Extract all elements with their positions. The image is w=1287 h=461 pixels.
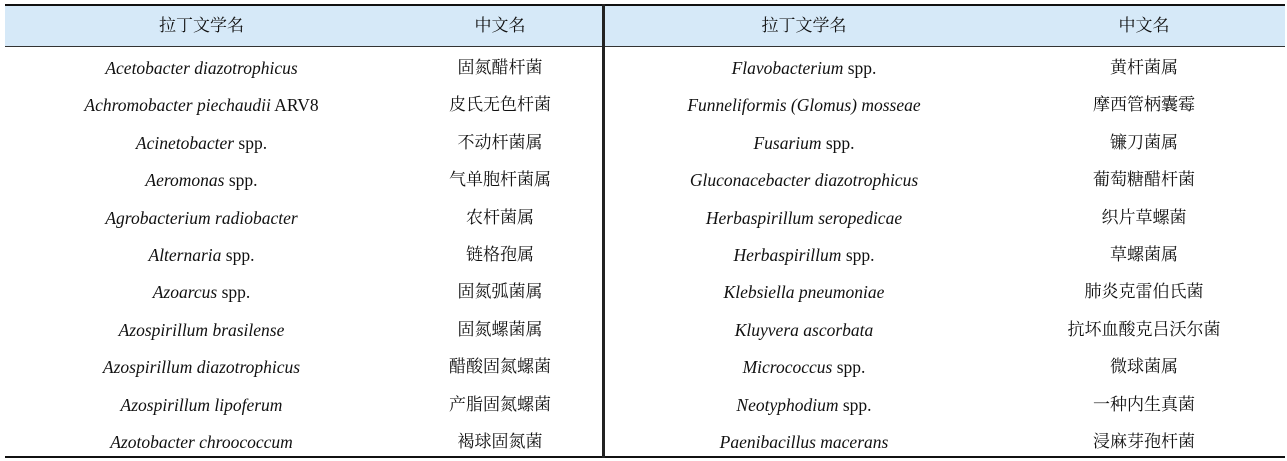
chinese-name-left: 不动杆菌属 (457, 132, 543, 153)
latin-name-right (605, 274, 1003, 311)
chinese-name-right: 肺炎克雷伯氏菌 (1084, 282, 1204, 303)
latin-name-italic: Funneliformis (Glomus) mosseae (687, 95, 921, 116)
latin-name-italic: Micrococcus (742, 357, 833, 378)
table-row (5, 87, 1285, 124)
chinese-name-right: 摩西管柄囊霉 (1093, 95, 1195, 116)
latin-name-left (5, 50, 398, 87)
latin-name-suffix: spp. (841, 245, 875, 265)
latin-name-right (605, 125, 1003, 162)
chinese-name-left: 链格孢属 (466, 245, 534, 265)
latin-name-left (5, 387, 398, 424)
latin-name-italic: Flavobacterium (731, 58, 844, 78)
latin-name-right (605, 50, 1003, 87)
latin-name-italic: Achromobacter piechaudii (84, 95, 271, 116)
table-row (5, 162, 1285, 199)
latin-name-left (5, 349, 398, 386)
table-row (5, 312, 1285, 349)
latin-name-right (605, 237, 1003, 274)
latin-name-italic: Azoarcus (152, 282, 218, 303)
latin-name-left (5, 312, 398, 349)
latin-name-suffix: spp. (821, 132, 855, 153)
chinese-name-left: 固氮醋杆菌 (457, 58, 543, 78)
species-table (5, 4, 1285, 458)
latin-name-italic: Azospirillum brasilense (118, 319, 285, 340)
latin-name-suffix: ARV8 (270, 95, 319, 116)
latin-name-italic: Fusarium (753, 132, 822, 153)
latin-name-italic: Aeromonas (145, 170, 225, 191)
latin-name-right (605, 349, 1003, 386)
table-row (5, 387, 1285, 424)
chinese-name-right: 一种内生真菌 (1093, 394, 1195, 415)
header-latin-left: 拉丁文学名 (159, 16, 244, 36)
header-chinese-right: 中文名 (1118, 16, 1170, 36)
latin-name-italic: Gluconacebacter diazotrophicus (689, 170, 919, 191)
chinese-name-right: 微球菌属 (1110, 357, 1178, 378)
latin-name-italic: Azotobacter chroococcum (110, 432, 293, 452)
chinese-name-left: 农杆菌属 (466, 207, 534, 228)
latin-name-left (5, 200, 398, 237)
latin-name-suffix: spp. (832, 357, 866, 378)
chinese-name-right: 浸麻芽孢杆菌 (1093, 432, 1195, 452)
latin-name-left (5, 274, 398, 311)
chinese-name-left: 固氮螺菌属 (457, 319, 543, 340)
latin-name-left (5, 162, 398, 199)
table-row (5, 200, 1285, 237)
latin-name-right (605, 87, 1003, 124)
latin-name-italic: Azospirillum lipoferum (120, 394, 283, 415)
chinese-name-left: 皮氏无色杆菌 (449, 95, 551, 116)
latin-name-right (605, 387, 1003, 424)
latin-name-italic: Agrobacterium radiobacter (105, 207, 298, 228)
chinese-name-left: 醋酸固氮螺菌 (449, 357, 551, 378)
table-row (5, 424, 1285, 461)
latin-name-italic: Paenibacillus macerans (719, 432, 889, 452)
latin-name-suffix: spp. (221, 245, 255, 265)
latin-name-right (605, 162, 1003, 199)
header-rule (5, 46, 1285, 47)
chinese-name-left: 产脂固氮螺菌 (449, 394, 551, 415)
latin-name-italic: Kluyvera ascorbata (734, 319, 874, 340)
latin-name-right (605, 424, 1003, 461)
table-row (5, 349, 1285, 386)
latin-name-italic: Acinetobacter (135, 132, 235, 153)
latin-name-left (5, 125, 398, 162)
chinese-name-right: 抗坏血酸克吕沃尔菌 (1067, 319, 1221, 340)
latin-name-right (605, 312, 1003, 349)
chinese-name-right: 织片草螺菌 (1101, 207, 1187, 228)
chinese-name-right: 黄杆菌属 (1110, 58, 1178, 78)
latin-name-italic: Herbaspirillum seropedicae (705, 207, 903, 228)
chinese-name-right: 镰刀菌属 (1110, 132, 1178, 153)
chinese-name-left: 褐球固氮菌 (457, 432, 543, 452)
latin-name-suffix: spp. (234, 132, 268, 153)
latin-name-suffix: spp. (838, 394, 872, 415)
latin-name-italic: Acetobacter diazotrophicus (105, 58, 298, 78)
latin-name-italic: Neotyphodium (736, 394, 839, 415)
chinese-name-left: 固氮弧菌属 (457, 282, 543, 303)
chinese-name-right: 葡萄糖醋杆菌 (1093, 170, 1195, 191)
latin-name-italic: Alternaria (148, 245, 222, 265)
latin-name-left (5, 87, 398, 124)
header-latin-right: 拉丁文学名 (761, 16, 847, 36)
latin-name-left (5, 237, 398, 274)
latin-name-suffix: spp. (224, 170, 258, 191)
header-chinese-left: 中文名 (474, 16, 526, 36)
table-row (5, 50, 1285, 87)
latin-name-suffix: spp. (217, 282, 251, 303)
latin-name-suffix: spp. (843, 58, 877, 78)
latin-name-italic: Klebsiella pneumoniae (723, 282, 885, 303)
table-row (5, 274, 1285, 311)
chinese-name-left: 气单胞杆菌属 (449, 170, 551, 191)
table-row (5, 125, 1285, 162)
chinese-name-right: 草螺菌属 (1110, 245, 1178, 265)
latin-name-left (5, 424, 398, 461)
latin-name-italic: Herbaspirillum (733, 245, 842, 265)
latin-name-right (605, 200, 1003, 237)
table-row (5, 237, 1285, 274)
latin-name-italic: Azospirillum diazotrophicus (102, 357, 301, 378)
